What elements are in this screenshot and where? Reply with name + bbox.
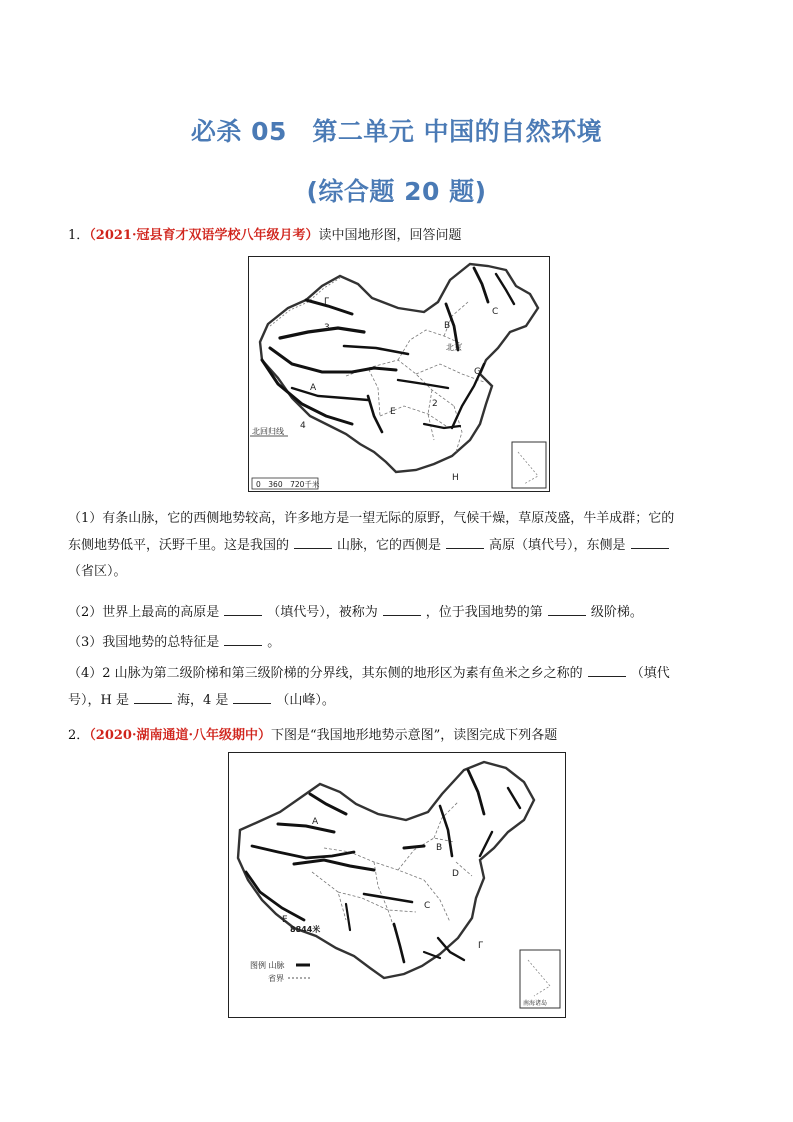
text: （填代 [630, 666, 670, 681]
question-prompt: 读中国地形图，回答问题 [318, 228, 462, 243]
question-source: （2021·冠县育才双语学校八年级月考） [89, 228, 319, 243]
q1-part4 [68, 661, 726, 714]
map-label: D [452, 869, 459, 879]
page-title: 必杀 05 第二单元 中国的自然环境 [190, 117, 603, 146]
answer-blank[interactable] [294, 536, 332, 549]
map-label: A [310, 383, 317, 393]
text: （2）世界上最高的高原是 [68, 605, 220, 620]
question-prompt: 下图是“我国地形地势示意图”，读图完成下列各题 [271, 728, 558, 743]
answer-blank[interactable] [588, 664, 626, 677]
answer-blank[interactable] [446, 536, 484, 549]
legend-border-label: 省界 [268, 974, 284, 983]
text: 。 [267, 635, 281, 650]
peak-label: 8844米 [290, 925, 321, 934]
text: 高原（填代号），东侧是 [489, 537, 626, 553]
map-label: Γ [478, 941, 484, 951]
q1-part1-line1: （1）有条山脉，它的西侧地势较高，许多地方是一望无际的原野，气候干燥，草原茂盛，牛羊成群；它的 [68, 511, 675, 526]
map-label: 3 [324, 323, 330, 333]
map-label: C [424, 901, 431, 911]
q1-part2 [68, 600, 726, 627]
question-2-heading [68, 724, 728, 749]
q1-part3 [68, 630, 726, 657]
china-terrain-map-1 [248, 256, 550, 492]
question-number: 1． [68, 228, 90, 243]
map-label: 2 [432, 399, 438, 409]
answer-blank[interactable] [548, 603, 586, 616]
text: （山峰）。 [276, 692, 335, 708]
map-label: A [312, 817, 319, 827]
answer-blank[interactable] [224, 603, 262, 616]
text: 级阶梯。 [590, 605, 643, 620]
map-label: 北京 [446, 343, 462, 352]
question-1-heading [68, 224, 728, 249]
answer-blank[interactable] [224, 633, 262, 646]
legend-mountain-label: 图例 山脉 [250, 961, 285, 970]
map-label: C [492, 307, 499, 317]
question-number: 2． [68, 728, 90, 743]
text: 海，4 是 [176, 692, 229, 708]
map-label: E [390, 407, 396, 417]
answer-blank[interactable] [134, 691, 172, 704]
text: 山脉，它的西侧是 [337, 537, 442, 553]
text: 号），H 是 [68, 692, 129, 708]
page-subtitle: (综合题 20 题) [306, 177, 487, 206]
inset-label: 南海诸岛 [523, 1000, 548, 1007]
q1-part1-line3: （省区）。 [68, 564, 127, 580]
map-label: G [474, 367, 481, 377]
answer-blank[interactable] [631, 536, 669, 549]
map-label: E [282, 915, 288, 925]
text: （填代号），被称为 [267, 605, 378, 620]
text: 东侧地势低平，沃野千里。这是我国的 [68, 537, 290, 553]
q1-part1 [68, 506, 726, 586]
china-terrain-map-2 [228, 752, 566, 1018]
map-label: Γ [324, 297, 330, 307]
map-label: 4 [300, 421, 306, 431]
answer-blank[interactable] [233, 691, 271, 704]
map-scale: 0 360 720千米 [256, 480, 320, 489]
text: ，位于我国地势的第 [425, 605, 543, 620]
q1-part1-line2 [68, 533, 726, 560]
question-source: （2020·湖南通道·八年级期中） [89, 728, 272, 743]
text: （3）我国地势的总特征是 [68, 635, 220, 650]
map-label: B [444, 321, 451, 331]
q1-part4-line2 [68, 688, 726, 715]
text: （4）2 山脉为第二级阶梯和第三级阶梯的分界线，其东侧的地形区为素有鱼米之乡之称的 [68, 666, 583, 681]
map-label: H [452, 473, 459, 483]
answer-blank[interactable] [383, 603, 421, 616]
map-label: B [436, 843, 443, 853]
map-label: 北回归线 [252, 427, 284, 436]
q1-part4-line1 [68, 661, 726, 688]
